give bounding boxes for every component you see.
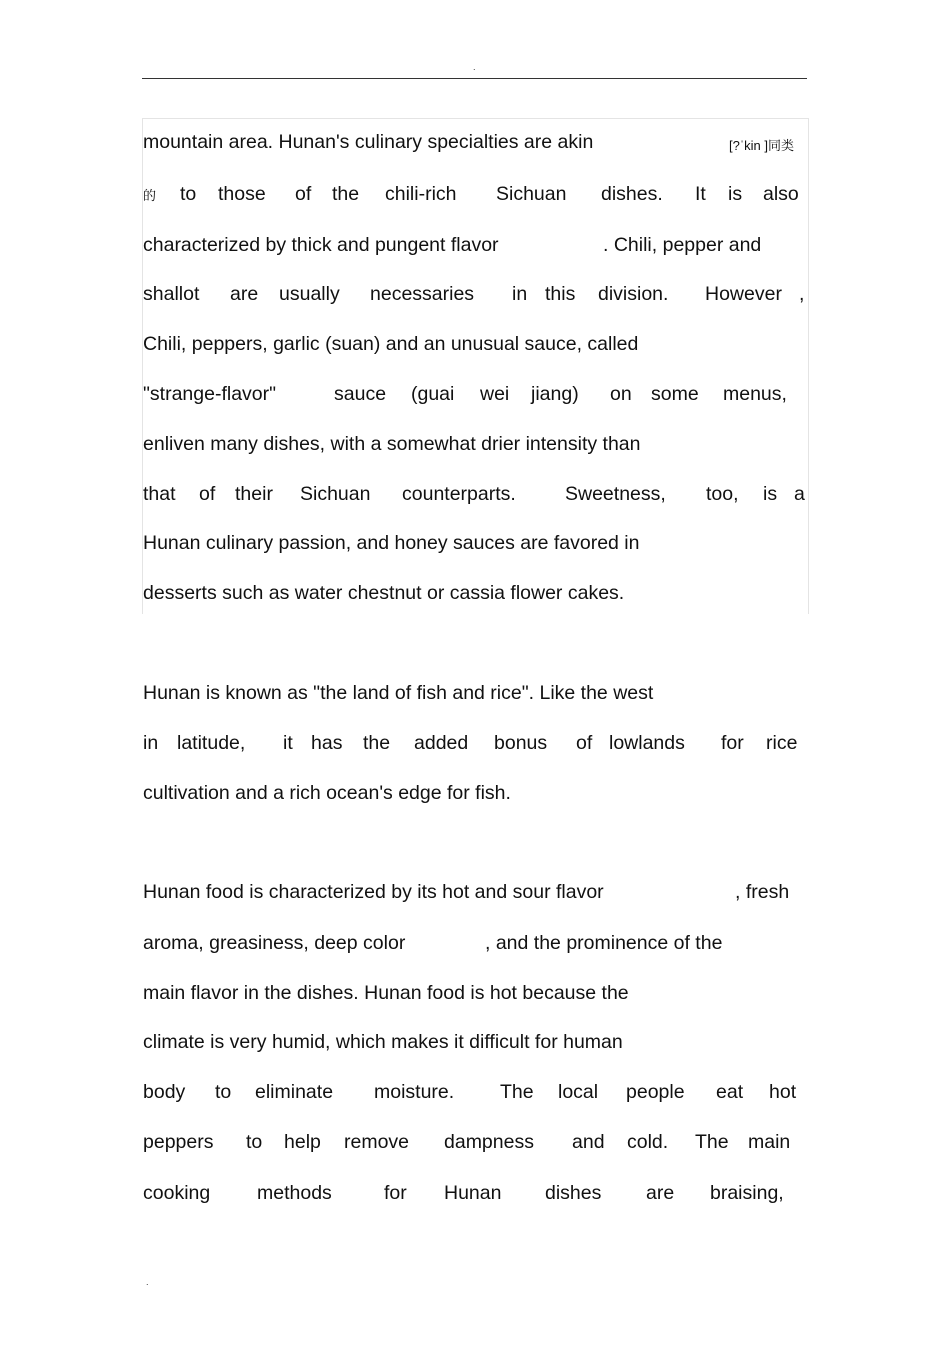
paragraph-line [143,283,808,305]
word: methods [257,1182,332,1204]
word: cooking [143,1182,211,1204]
word: local [558,1081,599,1103]
paragraph-line: main flavor in the dishes. Hunan food is hot because the [143,982,629,1004]
word: necessaries [370,283,475,305]
word: of [199,483,216,505]
paragraph-line [143,732,808,754]
word: chili-rich [385,183,457,205]
word: hot [769,1081,797,1103]
word: However [705,283,782,305]
word: Sichuan [300,483,371,505]
paragraph-line: characterized by thick and pungent flavor [143,234,499,256]
word: Hunan [444,1182,502,1204]
word: and [572,1131,605,1153]
word: a [794,483,805,505]
word: wei [480,383,510,405]
word: counterparts. [402,483,516,505]
word: it [283,732,293,754]
word: that [143,483,176,505]
word: , [799,283,805,305]
paragraph-line: Hunan is known as "the land of fish and rice". Like the west [143,682,654,704]
word: are [230,283,259,305]
paragraph-line: enliven many dishes, with a somewhat drier intensity than [143,433,641,455]
word: dishes [545,1182,602,1204]
word: too, [706,483,739,505]
word: people [626,1081,685,1103]
word: The [500,1081,534,1103]
paragraph-line: . Chili, pepper and [603,234,762,256]
word: in [512,283,528,305]
word: has [311,732,343,754]
word: shallot [143,283,200,305]
word: in [143,732,159,754]
word: bonus [494,732,548,754]
word: cold. [627,1131,669,1153]
word: some [651,383,699,405]
word: 的 [143,188,157,203]
paragraph-line: Hunan food is characterized by its hot and sour flavor [143,881,604,903]
word: moisture. [374,1081,455,1103]
word: braising, [710,1182,784,1204]
word: dampness [444,1131,534,1153]
paragraph-line [143,483,808,505]
word: to [180,183,197,205]
paragraph-line [143,1182,808,1204]
header-rule [142,78,807,79]
word: "strange-flavor" [143,383,277,405]
word: on [610,383,632,405]
paragraph-line: Hunan culinary passion, and honey sauces are favored in [143,532,640,554]
word: this [545,283,576,305]
paragraph-line [143,183,808,205]
paragraph-line: climate is very humid, which makes it difficult for human [143,1031,623,1053]
paragraph-line: , and the prominence of the [485,932,723,954]
paragraph-line [143,1081,808,1103]
word: help [284,1131,321,1153]
paragraph-line: Chili, peppers, garlic (suan) and an unusual sauce, called [143,333,639,355]
word: usually [279,283,340,305]
word: rice [766,732,798,754]
paragraph-line [143,383,808,405]
word: is [763,483,778,505]
word: for [384,1182,407,1204]
word: of [295,183,312,205]
paragraph-line: desserts such as water chestnut or cassia flower cakes. [143,582,625,604]
word: It [695,183,706,205]
word: dishes. [601,183,663,205]
word: their [235,483,273,505]
word: eliminate [255,1081,334,1103]
word: those [218,183,266,205]
word: Sichuan [496,183,567,205]
word: lowlands [609,732,685,754]
word: eat [716,1081,744,1103]
word: the [363,732,391,754]
paragraph-line: mountain area. Hunan's culinary specialties are akin [143,131,594,153]
word: also [763,183,799,205]
word: peppers [143,1131,214,1153]
word: body [143,1081,186,1103]
word: of [576,732,593,754]
word: menus, [723,383,787,405]
paragraph-line: aroma, greasiness, deep color [143,932,406,954]
word: latitude, [177,732,246,754]
word: division. [598,283,669,305]
word: main [748,1131,791,1153]
footer-dot: . [146,1277,149,1287]
header-dot: . [473,62,476,72]
paragraph-line: , fresh [735,881,790,903]
word: (guai [411,383,455,405]
word: to [215,1081,232,1103]
pronunciation-note: [?ˈkin ]同类 [729,138,795,153]
word: sauce [334,383,387,405]
word: are [646,1182,675,1204]
word: The [695,1131,729,1153]
word: remove [344,1131,410,1153]
word: jiang) [531,383,579,405]
word: to [246,1131,263,1153]
word: added [414,732,469,754]
word: Sweetness, [565,483,666,505]
word: is [728,183,743,205]
paragraph-line: cultivation and a rich ocean's edge for fish. [143,782,511,804]
word: for [721,732,744,754]
word: the [332,183,360,205]
paragraph-line [143,1131,808,1153]
